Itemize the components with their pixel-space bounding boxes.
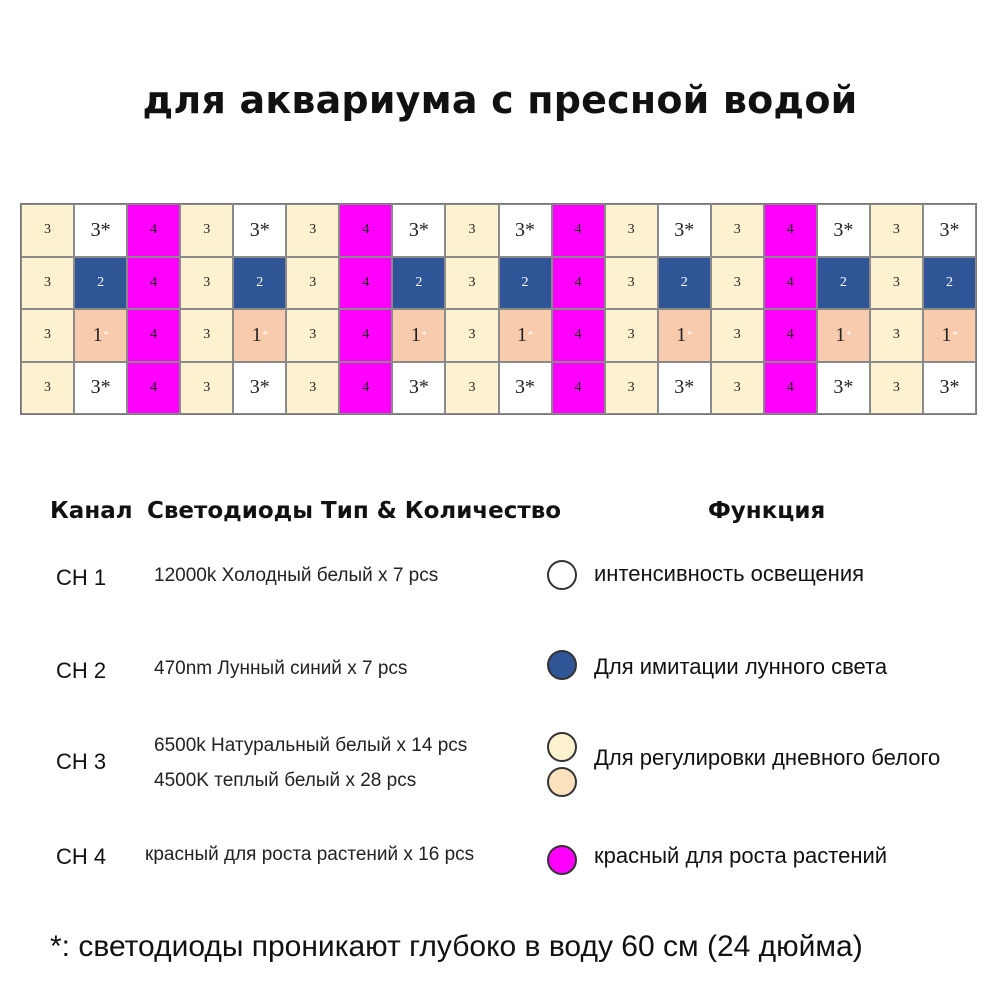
- led-cell: 3*: [392, 362, 445, 415]
- led-cell: 3: [870, 362, 923, 415]
- led-cell: 2: [817, 257, 870, 310]
- led-cell: 3: [445, 257, 498, 310]
- led-cell: 4: [552, 257, 605, 310]
- led-cell: 3: [711, 257, 764, 310]
- led-cell: 2: [658, 257, 711, 310]
- deep-penetration-mark: *: [846, 329, 852, 341]
- led-cell: 1 *: [658, 309, 711, 362]
- led-cell: 4: [339, 257, 392, 310]
- led-cell: 4: [552, 204, 605, 257]
- led-cell: 2: [233, 257, 286, 310]
- led-cell: 3*: [817, 204, 870, 257]
- channel-1-function: интенсивность освещения: [594, 561, 865, 586]
- led-cell: 3: [605, 362, 658, 415]
- led-cell: 4: [764, 362, 817, 415]
- warm-white-led-swatch: [547, 767, 577, 797]
- led-cell: 3: [21, 204, 74, 257]
- deep-penetration-mark: *: [952, 329, 958, 341]
- led-cell: 3: [870, 204, 923, 257]
- led-cell: 4: [339, 309, 392, 362]
- channel-2-function: Для имитации лунного света: [594, 654, 888, 679]
- white-led-swatch: [547, 560, 577, 590]
- led-cell: 3*: [499, 362, 552, 415]
- led-cell: 3: [605, 204, 658, 257]
- led-cell: 2: [923, 257, 976, 310]
- channel-1-label: CH 1: [56, 565, 107, 590]
- led-cell: 3: [21, 309, 74, 362]
- led-cell: 4: [127, 204, 180, 257]
- led-cell: 4: [127, 257, 180, 310]
- header-type-quantity: Светодиоды Тип & Количество: [147, 498, 562, 524]
- header-channel: Канал: [50, 498, 133, 524]
- led-cell: 3*: [923, 362, 976, 415]
- led-cell: 3: [445, 362, 498, 415]
- led-cell: 4: [764, 204, 817, 257]
- led-cell: 3: [180, 362, 233, 415]
- led-cell: 3: [711, 204, 764, 257]
- led-cell: 3: [21, 362, 74, 415]
- magenta-led-swatch: [547, 845, 577, 875]
- led-cell: 3: [286, 257, 339, 310]
- led-cell: 4: [552, 309, 605, 362]
- channel-3-description-6500k: 6500k Натуральный белый x 14 pcs: [154, 735, 468, 756]
- led-cell: 3: [286, 204, 339, 257]
- led-cell: 3: [286, 362, 339, 415]
- led-cell: 4: [339, 362, 392, 415]
- led-cell: 2: [74, 257, 127, 310]
- deep-penetration-mark: *: [262, 329, 268, 341]
- led-cell: 3: [180, 204, 233, 257]
- led-cell: 2: [392, 257, 445, 310]
- led-cell: 1 *: [499, 309, 552, 362]
- led-cell: 3*: [74, 362, 127, 415]
- led-layout-grid: [20, 203, 977, 415]
- led-cell: 3*: [658, 362, 711, 415]
- channel-4-label: CH 4: [56, 844, 107, 869]
- led-cell: 4: [552, 362, 605, 415]
- led-cell: 3*: [658, 204, 711, 257]
- led-cell: 1 *: [923, 309, 976, 362]
- channel-2-description: 470nm Лунный синий x 7 pcs: [154, 658, 408, 679]
- led-cell: 3*: [392, 204, 445, 257]
- header-function: Функция: [708, 498, 826, 524]
- led-cell: 3: [605, 309, 658, 362]
- led-cell: 3: [445, 204, 498, 257]
- led-cell: 3: [711, 309, 764, 362]
- led-cell: 3*: [923, 204, 976, 257]
- led-cell: 1 *: [817, 309, 870, 362]
- channel-4-function: красный для роста растений: [594, 843, 888, 868]
- led-cell: 4: [764, 309, 817, 362]
- led-cell: 3*: [817, 362, 870, 415]
- blue-led-swatch: [547, 650, 577, 680]
- led-cell: 3*: [233, 204, 286, 257]
- led-cell: 3: [445, 309, 498, 362]
- led-cell: 3: [180, 257, 233, 310]
- natural-white-led-swatch: [547, 732, 577, 762]
- footnote: *: светодиоды проникают глубоко в воду 60 см (24 дюйма): [50, 930, 863, 963]
- led-cell: 3: [180, 309, 233, 362]
- led-cell: 3: [870, 257, 923, 310]
- deep-penetration-mark: *: [421, 329, 427, 341]
- deep-penetration-mark: *: [687, 329, 693, 341]
- led-cell: 3: [711, 362, 764, 415]
- led-cell: 4: [127, 362, 180, 415]
- channel-3-function: Для регулировки дневного белого: [594, 745, 941, 770]
- led-cell: 1 *: [392, 309, 445, 362]
- led-cell: 2: [499, 257, 552, 310]
- led-cell: 3*: [233, 362, 286, 415]
- channel-4-description: красный для роста растений x 16 pcs: [145, 844, 475, 865]
- deep-penetration-mark: *: [103, 329, 109, 341]
- channel-2-label: CH 2: [56, 658, 107, 683]
- led-cell: 3*: [74, 204, 127, 257]
- led-cell: 4: [127, 309, 180, 362]
- led-cell: 1 *: [74, 309, 127, 362]
- led-cell: 3*: [499, 204, 552, 257]
- channel-3-description-4500k: 4500K теплый белый x 28 pcs: [154, 770, 417, 791]
- channel-3-label: CH 3: [56, 749, 107, 774]
- led-cell: 3: [870, 309, 923, 362]
- led-cell: 1 *: [233, 309, 286, 362]
- led-cell: 3: [21, 257, 74, 310]
- led-cell: 4: [764, 257, 817, 310]
- channel-1-description: 12000k Холодный белый x 7 pcs: [154, 565, 439, 586]
- page-title: для аквариума с пресной водой: [142, 78, 858, 122]
- deep-penetration-mark: *: [528, 329, 534, 341]
- led-cell: 3: [286, 309, 339, 362]
- led-cell: 4: [339, 204, 392, 257]
- led-cell: 3: [605, 257, 658, 310]
